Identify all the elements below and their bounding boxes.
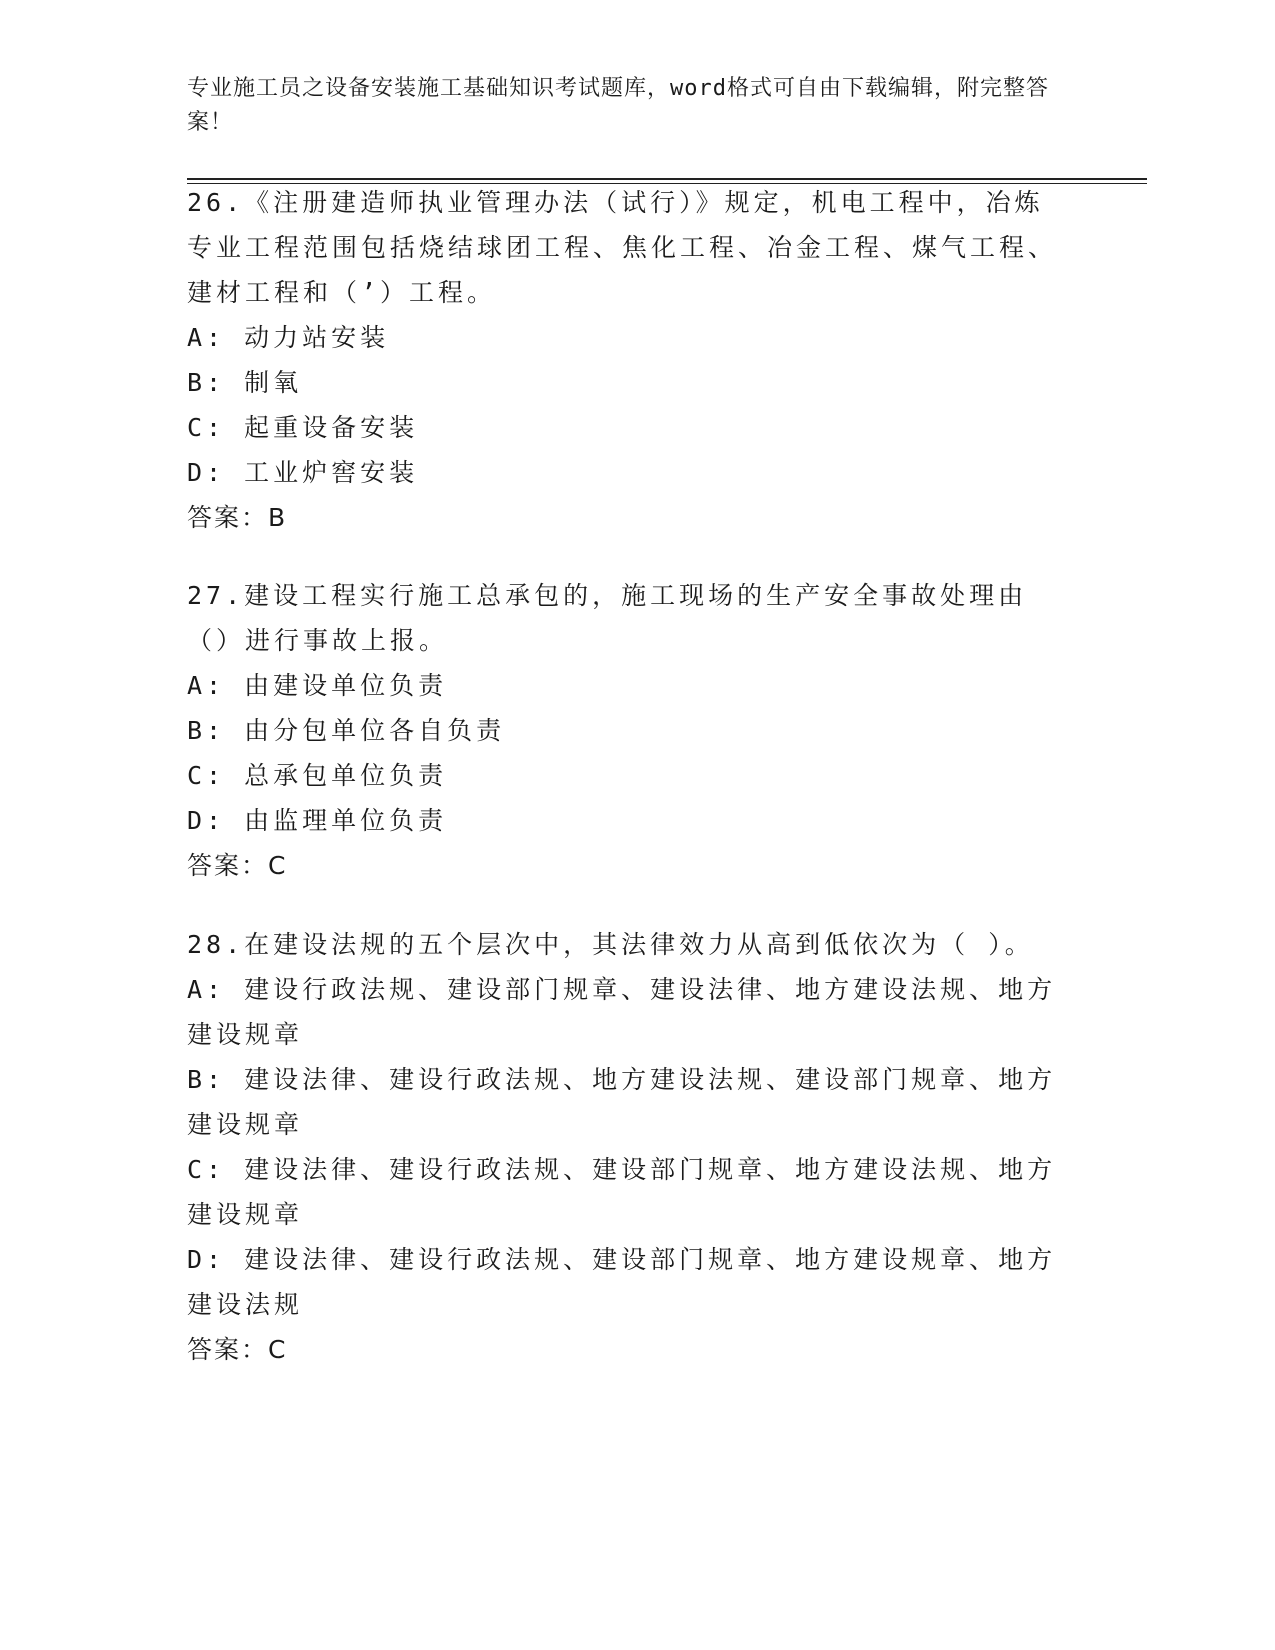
question-stem: 26.《注册建造师执业管理办法（试行）》规定，机电工程中，冶炼专业工程范围包括烧结球团工程、焦化工程、冶金工程、煤气工程、建材工程和（’）工程。 — [187, 188, 1058, 307]
option-b: B: 由分包单位各自负责 — [187, 716, 506, 745]
answer-line: 答案：B — [187, 503, 288, 532]
answer-line: 答案：C — [187, 851, 288, 880]
option-b: B: 制氧 — [187, 368, 303, 397]
question-26 — [187, 180, 1067, 540]
question-27 — [187, 573, 1067, 888]
option-c: C: 起重设备安装 — [187, 413, 419, 442]
question-stem: 28.在建设法规的五个层次中，其法律效力从高到低依次为（ ）。 — [187, 930, 1034, 959]
option-a: A: 动力站安装 — [187, 323, 390, 352]
question-stem: 27.建设工程实行施工总承包的，施工现场的生产安全事故处理由（）进行事故上报。 — [187, 581, 1028, 655]
option-c: C: 总承包单位负责 — [187, 761, 448, 790]
option-d: D: 建设法律、建设行政法规、建设部门规章、地方建设规章、地方建设法规 — [187, 1245, 1057, 1319]
option-d: D: 工业炉窖安装 — [187, 458, 419, 487]
option-c: C: 建设法律、建设行政法规、建设部门规章、地方建设法规、地方建设规章 — [187, 1155, 1057, 1229]
option-b: B: 建设法律、建设行政法规、地方建设法规、建设部门规章、地方建设规章 — [187, 1065, 1057, 1139]
answer-line: 答案：C — [187, 1335, 288, 1364]
document-header: 专业施工员之设备安装施工基础知识考试题库，word格式可自由下载编辑，附完整答案！ — [187, 76, 1049, 135]
option-a: A: 建设行政法规、建设部门规章、建设法律、地方建设法规、地方建设规章 — [187, 975, 1057, 1049]
option-a: A: 由建设单位负责 — [187, 671, 448, 700]
option-d: D: 由监理单位负责 — [187, 806, 448, 835]
question-28 — [187, 922, 1067, 1372]
